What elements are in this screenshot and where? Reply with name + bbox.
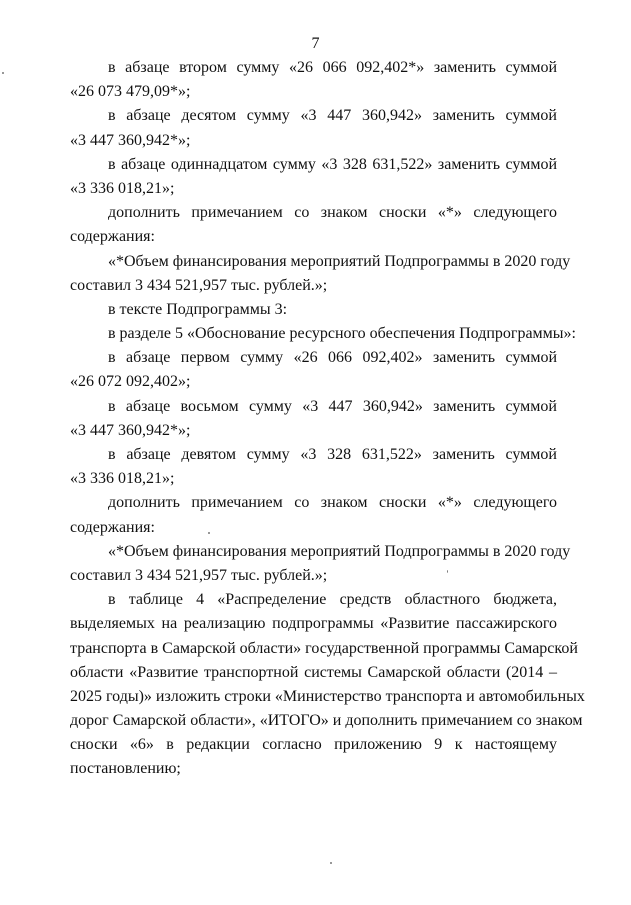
text-line: составил 3 434 521,957 тыс. рублей.»; <box>70 276 328 294</box>
text-line: в абзаце восьмом сумму «3 447 360,942» заменить суммой <box>108 397 557 415</box>
text-line: в абзаце одиннадцатом сумму «3 328 631,522» заменить суммой <box>108 155 557 173</box>
document-body <box>70 56 585 782</box>
text-line: «3 336 018,21»; <box>70 179 175 197</box>
scan-speck <box>447 570 448 573</box>
text-line: составил 3 434 521,957 тыс. рублей.»; <box>70 566 328 584</box>
text-line: дополнить примечанием со знаком сноски «*» следующего <box>108 494 557 512</box>
text-line: «26 073 479,09*»; <box>70 83 191 101</box>
text-line: сноски «6» в редакции согласно приложению 9 к настоящему <box>70 736 557 754</box>
text-line: транспорта в Самарской области» государственной программы Самарской <box>70 639 578 657</box>
text-line: в абзаце десятом сумму «3 447 360,942» заменить суммой <box>108 107 557 125</box>
text-line: «*Объем финансирования мероприятий Подпрограммы в 2020 году <box>108 252 571 270</box>
scan-speck <box>2 72 4 74</box>
text-line: «3 447 360,942*»; <box>70 421 191 439</box>
text-line: 2025 годы)» изложить строки «Министерство транспорта и автомобильных <box>70 687 585 705</box>
text-line: в таблице 4 «Распределение средств областного бюджета, <box>108 591 557 609</box>
text-line: в разделе 5 «Обоснование ресурсного обеспечения Подпрограммы»: <box>108 325 576 343</box>
text-line: «3 447 360,942*»; <box>70 131 191 149</box>
scan-speck <box>208 532 210 534</box>
text-line: «3 336 018,21»; <box>70 470 175 488</box>
text-line: выделяемых на реализацию подпрограммы «Развитие пассажирского <box>70 615 557 633</box>
text-line: «26 072 092,402»; <box>70 373 191 391</box>
text-line: дополнить примечанием со знаком сноски «*» следующего <box>108 204 557 222</box>
text-line: дорог Самарской области», «ИТОГО» и дополнить примечанием со знаком <box>70 712 583 730</box>
text-line: постановлению; <box>70 760 181 778</box>
text-line: в абзаце первом сумму «26 066 092,402» заменить суммой <box>108 349 557 367</box>
text-line: в абзаце втором сумму «26 066 092,402*» заменить суммой <box>108 59 557 76</box>
text-line: содержания: <box>70 228 155 246</box>
text-line: содержания: <box>70 518 155 536</box>
text-line: в тексте Подпрограммы 3: <box>108 300 288 318</box>
scan-speck <box>330 862 332 864</box>
text-line: «*Объем финансирования мероприятий Подпрограммы в 2020 году <box>108 542 571 560</box>
text-line: в абзаце девятом сумму «3 328 631,522» заменить суммой <box>108 446 557 463</box>
text-line: области «Развитие транспортной системы Самарской области (2014 – <box>70 663 557 681</box>
page-number: 7 <box>311 35 320 52</box>
